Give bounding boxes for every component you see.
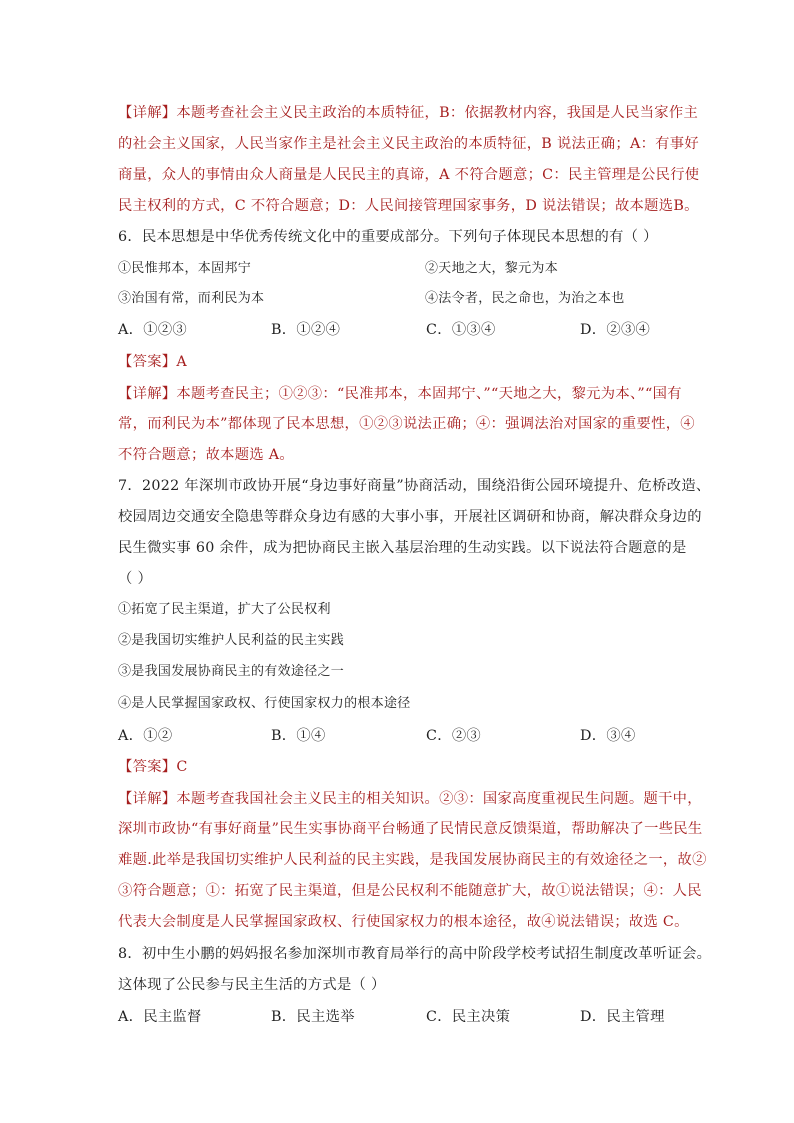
question-6-stem: 6．民本思想是中华优秀传统文化中的重要成部分。下列句子体现民本思想的有（ ） bbox=[118, 229, 658, 245]
question-7-item: ②是我国切实维护人民利益的民主实践 bbox=[118, 633, 345, 648]
question-6-explain-line: 不符合题意；故本题选 A。 bbox=[118, 447, 295, 463]
explain-line: 【详解】本题考查社会主义民主政治的本质特征，B：依据教材内容，我国是人民当家作主 bbox=[118, 105, 699, 121]
question-6-answer: 【答案】A bbox=[118, 354, 188, 370]
explain-line: 的社会主义国家，人民当家作主是社会主义民主政治的本质特征，B 说法正确；A：有事好 bbox=[118, 136, 699, 152]
question-6-option-a: A．①②③ bbox=[118, 322, 188, 338]
question-7-item: ③是我国发展协商民主的有效途径之一 bbox=[118, 664, 345, 679]
question-7-explain-line: 难题.此举是我国切实维护人民利益的民主实践，是我国发展协商民主的有效途径之一，故② bbox=[118, 852, 707, 868]
question-7-stem-line: 校园周边交通安全隐患等群众身边有感的大事小事，开展社区调研和协商，解决群众身边的 bbox=[118, 509, 702, 525]
question-7-explain-line: 深圳市政协“有事好商量”民生实事协商平台畅通了民情民意反馈渠道，帮助解决了一些民生 bbox=[118, 821, 703, 837]
question-7-stem-line: 7．2022 年深圳市政协开展“身边事好商量”协商活动，围绕沿街公园环境提升、危桥改造、 bbox=[118, 478, 711, 494]
question-7-option-c: C．②③ bbox=[426, 728, 482, 744]
question-7-option-a: A．①② bbox=[118, 728, 173, 744]
question-6-option-b: B．①②④ bbox=[271, 322, 341, 338]
question-8-stem-line: 这体现了公民参与民主生活的方式是（ ） bbox=[118, 977, 386, 993]
question-8-option-d: D．民主管理 bbox=[580, 1009, 665, 1025]
question-6-options bbox=[118, 320, 678, 340]
question-6-option-d: D．②③④ bbox=[580, 322, 651, 338]
question-7-explain-line: 代表大会制度是人民掌握国家政权、行使国家权力的根本途径，故④说法错误；故选 C。 bbox=[118, 914, 689, 930]
question-7-options bbox=[118, 726, 678, 746]
question-7-explain-line: ③符合题意；①：拓宽了民主渠道，但是公民权利不能随意扩大，故①说法错误；④：人民 bbox=[118, 883, 702, 899]
explain-line: 民主权利的方式，C 不符合题意；D：人民间接管理国家事务，D 说法错误；故本题选B。 bbox=[118, 198, 699, 214]
question-6-explain-line: 常，而利民为本”都体现了民本思想，①②③说法正确；④：强调法治对国家的重要性，④ bbox=[118, 416, 695, 432]
question-6-item: ①民惟邦本，本固邦宁 bbox=[118, 261, 252, 276]
question-6-item: ③治国有常，而利民为本 bbox=[118, 291, 265, 306]
question-6-item: ②天地之大，黎元为本 bbox=[425, 261, 559, 276]
question-6-explain-line: 【详解】本题考查民主；①②③：“民准邦本，本固邦宁、”“天地之大，黎元为本、”“国有 bbox=[118, 386, 682, 402]
question-8-option-c: C．民主决策 bbox=[426, 1009, 511, 1025]
question-7-item: ①拓宽了民主渠道，扩大了公民权利 bbox=[118, 602, 331, 617]
question-6-item: ④法令者，民之命也，为治之本也 bbox=[425, 291, 625, 306]
explain-line: 商量，众人的事情由众人商量是人民民主的真谛，A 不符合题意；C：民主管理是公民行使 bbox=[118, 167, 700, 183]
question-8-option-a: A．民主监督 bbox=[118, 1009, 202, 1025]
question-7-stem-line: 民生微实事 60 余件，成为把协商民主嵌入基层治理的生动实践。以下说法符合题意的是 bbox=[118, 540, 687, 556]
question-6-option-c: C．①③④ bbox=[426, 322, 496, 338]
question-7-answer: 【答案】C bbox=[118, 759, 188, 775]
question-7-stem-line: （ ） bbox=[118, 571, 153, 587]
question-7-explain-line: 【详解】本题考查我国社会主义民主的相关知识。②③：国家高度重视民生问题。题干中， bbox=[118, 791, 702, 807]
question-8-option-b: B．民主选举 bbox=[271, 1009, 355, 1025]
question-7-option-b: B．①④ bbox=[271, 728, 326, 744]
question-8-stem-line: 8．初中生小鹏的妈妈报名参加深圳市教育局举行的高中阶段学校考试招生制度改革听证会。 bbox=[118, 946, 712, 962]
question-8-options bbox=[118, 1007, 678, 1027]
question-6-items-row bbox=[118, 289, 678, 309]
question-6-items-row bbox=[118, 259, 678, 279]
question-7-option-d: D．③④ bbox=[580, 728, 636, 744]
question-7-item: ④是人民掌握国家政权、行使国家权力的根本途径 bbox=[118, 696, 411, 711]
